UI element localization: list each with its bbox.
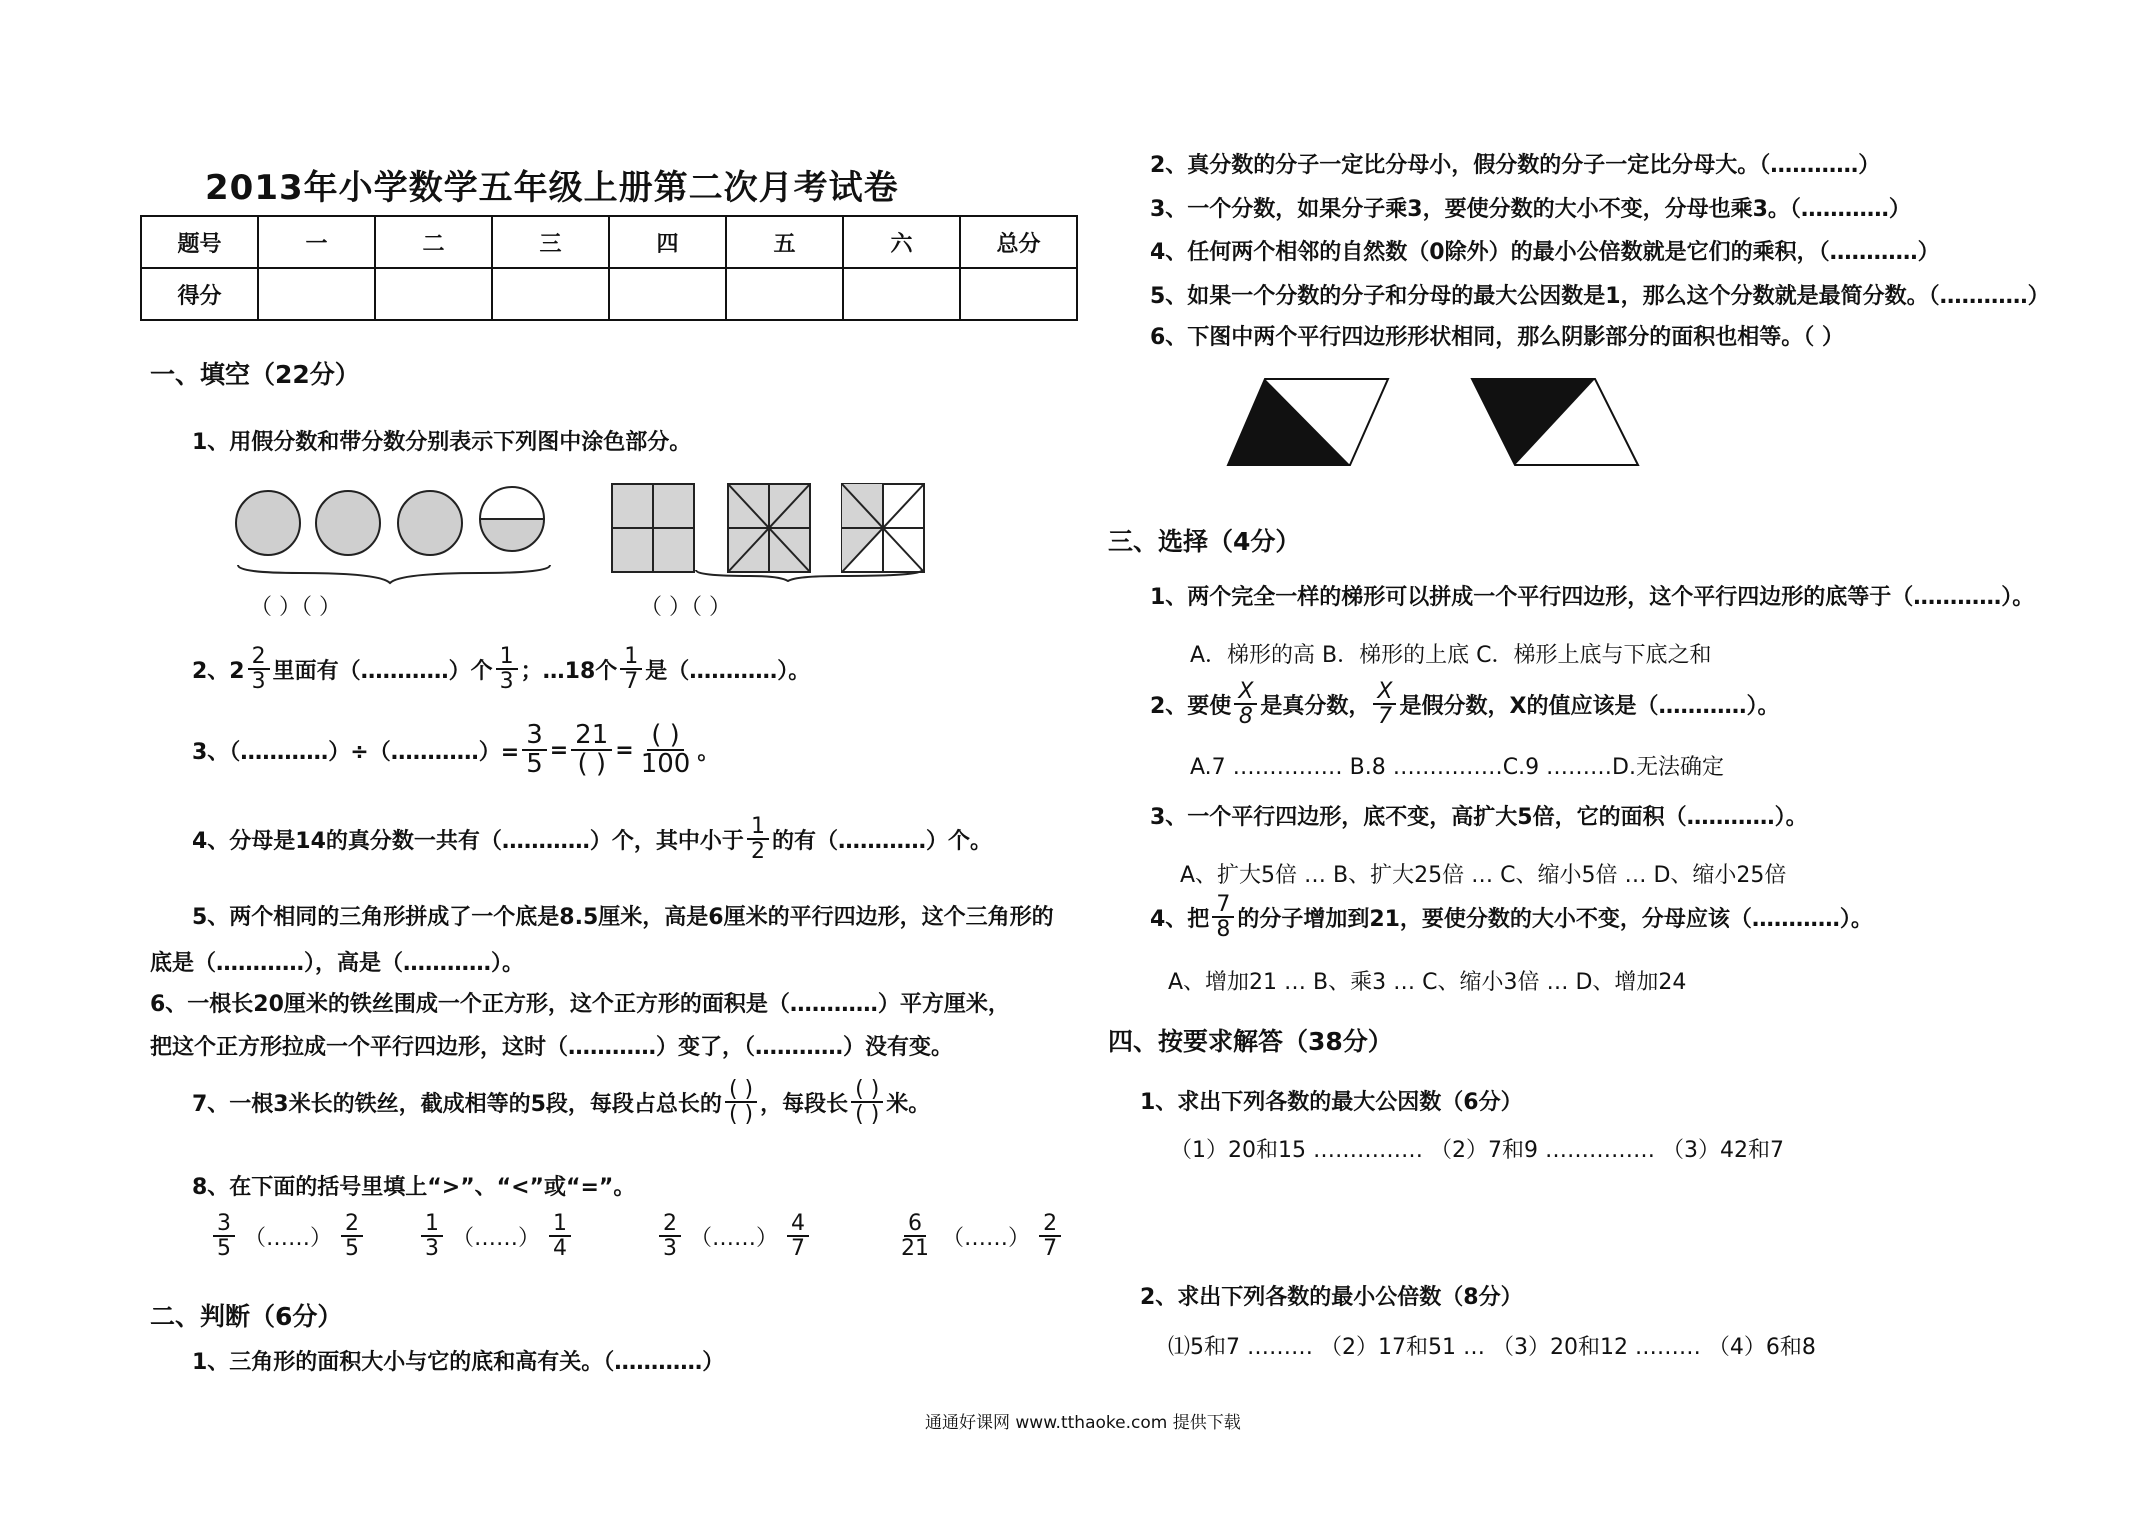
q3-text: 3、（…………）÷（…………）=	[192, 739, 520, 765]
sec3-q3-options: A、扩大5倍 … B、扩大25倍 … C、缩小5倍 … D、缩小25倍	[1180, 863, 1787, 888]
q8-comparisons	[210, 1212, 1064, 1260]
sec1-q6-line2: 把这个正方形拉成一个平行四边形，这时（…………）变了，（…………）没有变。	[150, 1035, 954, 1060]
q4-fraction: $\frac{1}{2}$	[747, 815, 769, 863]
sec2-q1: 1、三角形的面积大小与它的底和高有关。（…………）	[192, 1350, 725, 1375]
sec2-q4: 4、任何两个相邻的自然数（0除外）的最小公倍数就是它们的乘积，（…………）	[1150, 240, 1940, 265]
sec3-q1: 1、两个完全一样的梯形可以拼成一个平行四边形，这个平行四边形的底等于（…………）。	[1150, 585, 2035, 610]
score-header-cell: 题号	[141, 216, 258, 268]
brace	[238, 565, 550, 583]
section-1-heading: 一、填空（22分）	[150, 360, 360, 389]
q2-mixed-fraction: $\frac{2}{3}$	[248, 645, 270, 693]
sec3-q2-fraction-1: $\frac{X}{8}$	[1234, 680, 1257, 728]
score-cell	[843, 268, 960, 320]
score-cell	[258, 268, 375, 320]
sec3-q2-fraction-2: $\frac{X}{7}$	[1373, 680, 1396, 728]
section-2-heading: 二、判断（6分）	[150, 1302, 343, 1331]
q8-fraction: $\frac{1}{3}$	[421, 1212, 443, 1260]
score-cell	[609, 268, 726, 320]
score-table-score-row	[141, 268, 1077, 320]
sec2-q5: 5、如果一个分数的分子和分母的最大公因数是1，那么这个分数就是最简分数。（…………）	[1150, 284, 2050, 309]
q3-fraction-1: $\frac{3}{5}$	[522, 722, 547, 779]
sec1-q6-line1: 6、一根长20厘米的铁丝围成一个正方形，这个正方形的面积是（…………）平方厘米，	[150, 992, 1010, 1017]
q2-text-d: 是（…………）。	[645, 658, 811, 684]
sec3-q4-text-b: 的分子增加到21，要使分数的大小不变，分母应该（…………）。	[1237, 906, 1873, 932]
q3-fraction-2: $\frac{21}{( )}$	[571, 722, 612, 779]
shaded-circle	[398, 491, 462, 555]
sec3-q2-text-a: 2、要使	[1150, 693, 1232, 719]
sec3-q4-text-a: 4、把	[1150, 906, 1210, 932]
sec2-q2: 2、真分数的分子一定比分母小，假分数的分子一定比分母大。（…………）	[1150, 153, 1881, 178]
q3-fraction-3: $\frac{( )}{100}$	[640, 720, 691, 780]
score-header-cell: 二	[375, 216, 492, 268]
sec2-q3: 3、一个分数，如果分子乘3，要使分数的大小不变，分母也乘3。（…………）	[1150, 197, 1911, 222]
sec4-q1: 1、求出下列各数的最大公因数（6分）	[1140, 1090, 1523, 1115]
page-title: 2013年小学数学五年级上册第二次月考试卷	[205, 168, 899, 208]
score-header-cell: 四	[609, 216, 726, 268]
q8-blank: （……）	[244, 1225, 333, 1251]
q8-blank: （……）	[452, 1225, 541, 1251]
sec3-q3: 3、一个平行四边形，底不变，高扩大5倍，它的面积（…………）。	[1150, 805, 1808, 830]
q8-blank: （……）	[942, 1225, 1031, 1251]
score-header-cell: 总分	[960, 216, 1077, 268]
q2-text-c: ；…18个	[520, 658, 618, 684]
q8-blank: （……）	[690, 1225, 779, 1251]
circles-figure	[230, 485, 560, 585]
score-header-cell: 六	[843, 216, 960, 268]
q8-fraction: $\frac{2}{5}$	[341, 1212, 363, 1260]
sec3-q2	[1150, 680, 1779, 728]
shaded-circle	[236, 491, 300, 555]
sec3-q1-options: A．梯形的高 B．梯形的上底 C．梯形上底与下底之和	[1190, 643, 1712, 668]
q2-text-b: 里面有（…………）个	[272, 658, 493, 684]
score-cell	[375, 268, 492, 320]
q2-fraction-2: $\frac{1}{7}$	[620, 645, 642, 693]
sec3-q4-fraction: $\frac{7}{8}$	[1212, 893, 1234, 941]
score-cell	[492, 268, 609, 320]
q8-fraction: $\frac{2}{7}$	[1039, 1212, 1061, 1260]
sec1-q3: 3、（…………）÷（…………）= $\frac{3}{5}$ = $\frac{21}{( )}$ = $\frac{( )}{100}$ 。	[192, 720, 720, 780]
q1-blanks-right: （ ）（ ）	[640, 595, 731, 620]
sec1-q2	[192, 645, 810, 693]
q8-fraction: $\frac{1}{4}$	[549, 1212, 571, 1260]
sec4-q2-items: ⑴5和7 ……… （2）17和51 … （3）20和12 ……… （4）6和8	[1168, 1335, 1816, 1360]
score-table-header-row	[141, 216, 1077, 268]
q7-fraction-1: $\frac{( )}{( )}$	[725, 1078, 757, 1126]
q2-fraction-1: $\frac{1}{3}$	[496, 645, 518, 693]
parallelograms-figure	[1220, 375, 1660, 475]
sec1-q5-line1: 5、两个相同的三角形拼成了一个底是8.5厘米，高是6厘米的平行四边形，这个三角形的	[192, 905, 1054, 930]
q7-text-a: 7、一根3米长的铁丝，截成相等的5段，每段占总长的	[192, 1091, 722, 1117]
sec1-q1: 1、用假分数和带分数分别表示下列图中涂色部分。	[192, 430, 692, 455]
q4-text-a: 4、分母是14的真分数一共有（…………）个，其中小于	[192, 828, 744, 854]
partial-circle-top	[480, 487, 544, 519]
score-row-label: 得分	[141, 268, 258, 320]
score-cell	[960, 268, 1077, 320]
shaded-circle	[316, 491, 380, 555]
q2-text-a: 2、2	[192, 658, 245, 684]
sec3-q2-options: A.7 …………… B.8 ……………C.9 ………D.无法确定	[1190, 755, 1724, 780]
q8-fraction: $\frac{4}{7}$	[787, 1212, 809, 1260]
q8-fraction: $\frac{6}{21}$	[901, 1211, 930, 1262]
q7-text-b: ，每段长	[760, 1091, 849, 1117]
footer-text: 通通好课网 www.tthaoke.com 提供下载	[925, 1413, 1241, 1433]
sec3-q4	[1150, 893, 1873, 941]
score-header-cell: 五	[726, 216, 843, 268]
q7-text-c: 米。	[886, 1091, 931, 1117]
squares-figure	[610, 482, 930, 582]
score-header-cell: 一	[258, 216, 375, 268]
sec1-q7	[192, 1078, 930, 1126]
score-cell	[726, 268, 843, 320]
sec4-q2: 2、求出下列各数的最小公倍数（8分）	[1140, 1285, 1523, 1310]
q1-blanks-left: （ ）（ ）	[250, 595, 341, 620]
q8-fraction: $\frac{3}{5}$	[213, 1212, 235, 1260]
score-table	[140, 215, 1078, 321]
q8-fraction: $\frac{2}{3}$	[659, 1212, 681, 1260]
score-header-cell: 三	[492, 216, 609, 268]
sec1-q4	[192, 815, 992, 863]
sec1-q5-line2: 底是（…………），高是（…………）。	[150, 951, 525, 976]
sec2-q6: 6、下图中两个平行四边形形状相同，那么阴影部分的面积也相等。（ ）	[1150, 325, 1844, 350]
partial-circle-shaded	[480, 519, 544, 551]
section-3-heading: 三、选择（4分）	[1108, 527, 1301, 556]
sec4-q1-items: （1）20和15 …………… （2）7和9 …………… （3）42和7	[1170, 1138, 1784, 1163]
sec3-q2-text-c: 是假分数，X的值应该是（…………）。	[1399, 693, 1780, 719]
q7-fraction-2: $\frac{( )}{( )}$	[851, 1078, 883, 1126]
sec1-q8: 8、在下面的括号里填上“>”、“<”或“=”。	[192, 1175, 636, 1200]
section-4-heading: 四、按要求解答（38分）	[1108, 1027, 1393, 1056]
sec3-q2-text-b: 是真分数，	[1260, 693, 1371, 719]
sec3-q4-options: A、增加21 … B、乘3 … C、缩小3倍 … D、增加24	[1168, 970, 1687, 995]
q4-text-b: 的有（…………）个。	[771, 828, 992, 854]
